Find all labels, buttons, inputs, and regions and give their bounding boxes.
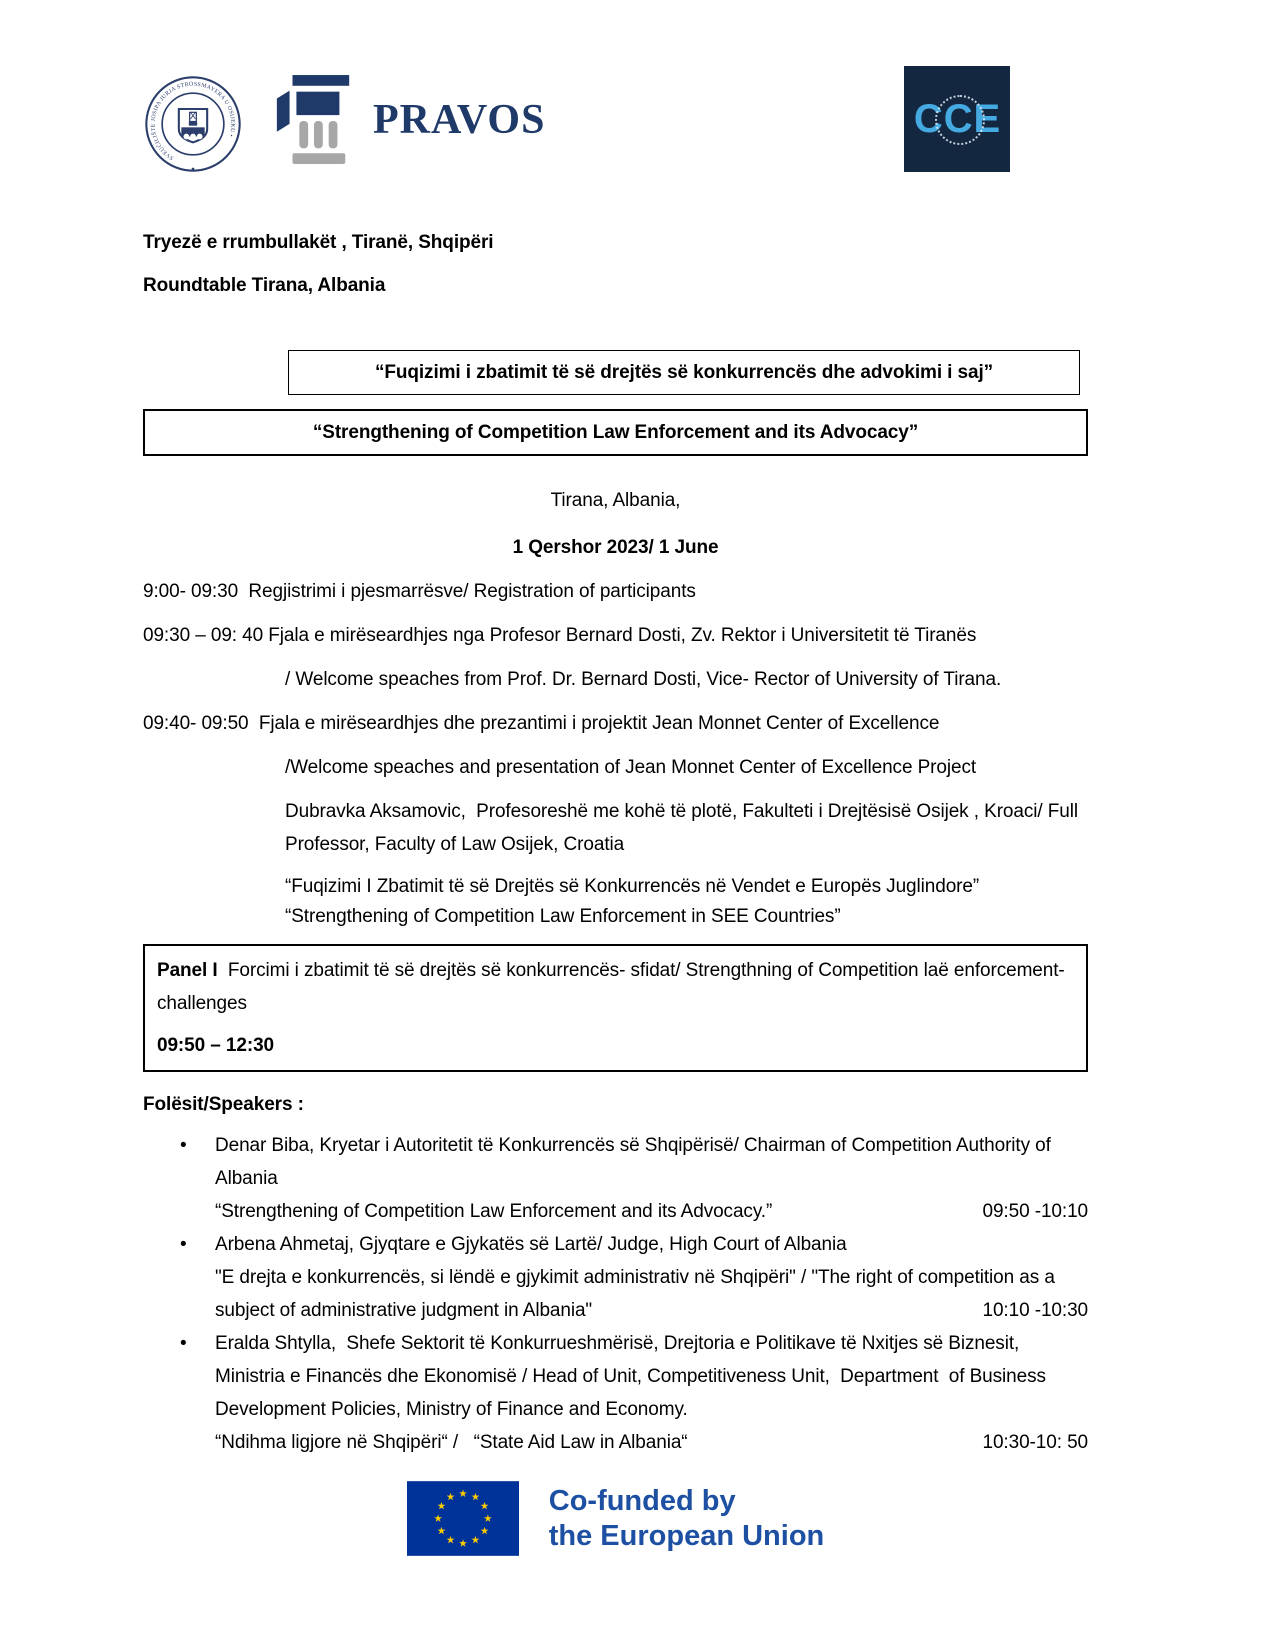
speakers-heading: Folësit/Speakers : [143,1094,304,1115]
pravos-wordmark: PRAVOS [373,97,546,143]
cce-letter-c1: C [913,96,943,141]
eu-cofunded-text [549,1484,825,1554]
seal-ring-text: SVEUČILIŠTE JOSIPA JURJA STROSSMAYERA U OSIJEKU • [150,81,236,161]
event-title-english: Roundtable Tirana, Albania [143,275,386,296]
keynote-title-english: “Strengthening of Competition Law Enforcement in SEE Countries” [285,906,841,927]
eu-cofunded-footer [143,1481,1088,1556]
speaker-item-denar-biba [143,1129,1088,1228]
speaker-talk-time: 10:30-10: 50 [982,1432,1088,1453]
eu-cofunded-line1: Co-funded by [548,1484,736,1517]
speaker-talk-line [215,1426,1088,1459]
topic-box-albanian: “Fuqizimi i zbatimit të së drejtës së konkurrencës dhe advokimi i saj” [288,350,1080,395]
panel-1-label: Panel I [157,960,218,981]
schedule-keynote-titles [285,872,1088,932]
university-osijek-seal-icon [143,60,243,188]
seal-bottom-dot [192,168,195,171]
topic-box-english: “Strengthening of Competition Law Enforcement and its Advocacy” [143,409,1088,456]
panel-1-description: Panel I Forcimi i zbatimit të së drejtës së konkurrencës- sfidat/ Strengthning of Competition laë enforcement- challenges [157,960,1070,1014]
schedule-registration: 9:00- 09:30 Regjistrimi i pjesmarrësve/ Registration of participants [143,581,696,602]
cce-letters [914,97,1000,142]
schedule-welcome2-en: /Welcome speaches and presentation of Jean Monnet Center of Excellence Project [285,757,977,778]
speakers-list [143,1129,1088,1459]
cce-dotted-ring-icon [935,95,985,145]
event-title-albanian: Tryezë e rrumbullakët , Tiranë, Shqipëri [143,232,494,253]
speaker-talk-time: 09:50 -10:10 [982,1201,1088,1222]
speaker-name: Eralda Shtylla, Shefe Sektorit të Konkurrueshmërisë, Drejtoria e Politikave të Nxitjes së Biznesit, Ministria e Financës dhe Ekonomisë / Head of Unit, Competitiveness Unit, Department of Business Development Policies, Ministry of Finance and Economy. [215,1333,1052,1420]
event-date: 1 Qershor 2023/ 1 June [512,537,719,558]
schedule-welcome1-en: / Welcome speaches from Prof. Dr. Bernard Dosti, Vice- Rector of University of Tirana. [285,669,1002,690]
cce-letter-c2: C [943,96,973,141]
cce-letter-e: E [973,96,1001,141]
seal-shield-icon [179,109,207,142]
schedule-presenter: Dubravka Aksamovic, Profesoreshë me kohë të plotë, Fakulteti i Drejtësisë Osijek , Kroaci/ Full Professor, Faculty of Law Osijek, Croatia [285,801,1084,855]
bullet-icon: • [180,1135,187,1156]
speaker-talk-line [215,1261,1088,1327]
eu-flag-icon [407,1481,519,1556]
eu-cofunded-line2: the European Union [548,1519,825,1552]
speaker-talk-time: 10:10 -10:30 [982,1300,1088,1321]
speaker-talk-line [215,1195,1088,1228]
bullet-icon: • [180,1234,187,1255]
speaker-name: Denar Biba, Kryetar i Autoritetit të Konkurrencës së Shqipërisë/ Chairman of Competition Authority of Albania [215,1135,1055,1189]
panel-1-box [143,944,1088,1072]
event-location: Tirana, Albania, [550,490,681,511]
speaker-talk-title: "E drejta e konkurrencës, si lëndë e gjykimit administrativ në Shqipëri" / "The right of competition as a subject of administrative judgment in Albania" [215,1267,1060,1321]
schedule-welcome1-sq: 09:30 – 09: 40 Fjala e mirëseardhjes nga Profesor Bernard Dosti, Zv. Rektor i Universitetit të Tiranës [143,625,977,646]
keynote-title-albanian: “Fuqizimi I Zbatimit të së Drejtës së Konkurrencës në Vendet e Europës Juglindore” [285,876,980,897]
bullet-icon: • [180,1333,187,1354]
schedule-welcome2-sq: 09:40- 09:50 Fjala e mirëseardhjes dhe prezantimi i projektit Jean Monnet Center of Excellence [143,713,940,734]
speaker-talk-title: “Ndihma ligjore në Shqipëri“ / “State Aid Law in Albania“ [215,1432,688,1453]
logo-row [143,60,1088,188]
cce-logo [904,66,1010,172]
speaker-item-eralda-shtylla [143,1327,1088,1459]
cce-letter-c2-wrap [943,97,974,142]
pravos-column-icon [271,72,357,168]
pravos-logo [271,72,545,168]
speaker-talk-title: “Strengthening of Competition Law Enforcement and its Advocacy.” [215,1201,773,1222]
speaker-name: Arbena Ahmetaj, Gjyqtare e Gjykatës së Lartë/ Judge, High Court of Albania [215,1234,847,1255]
speaker-item-arbena-ahmetaj [143,1228,1088,1327]
panel-1-time: 09:50 – 12:30 [157,1035,275,1056]
